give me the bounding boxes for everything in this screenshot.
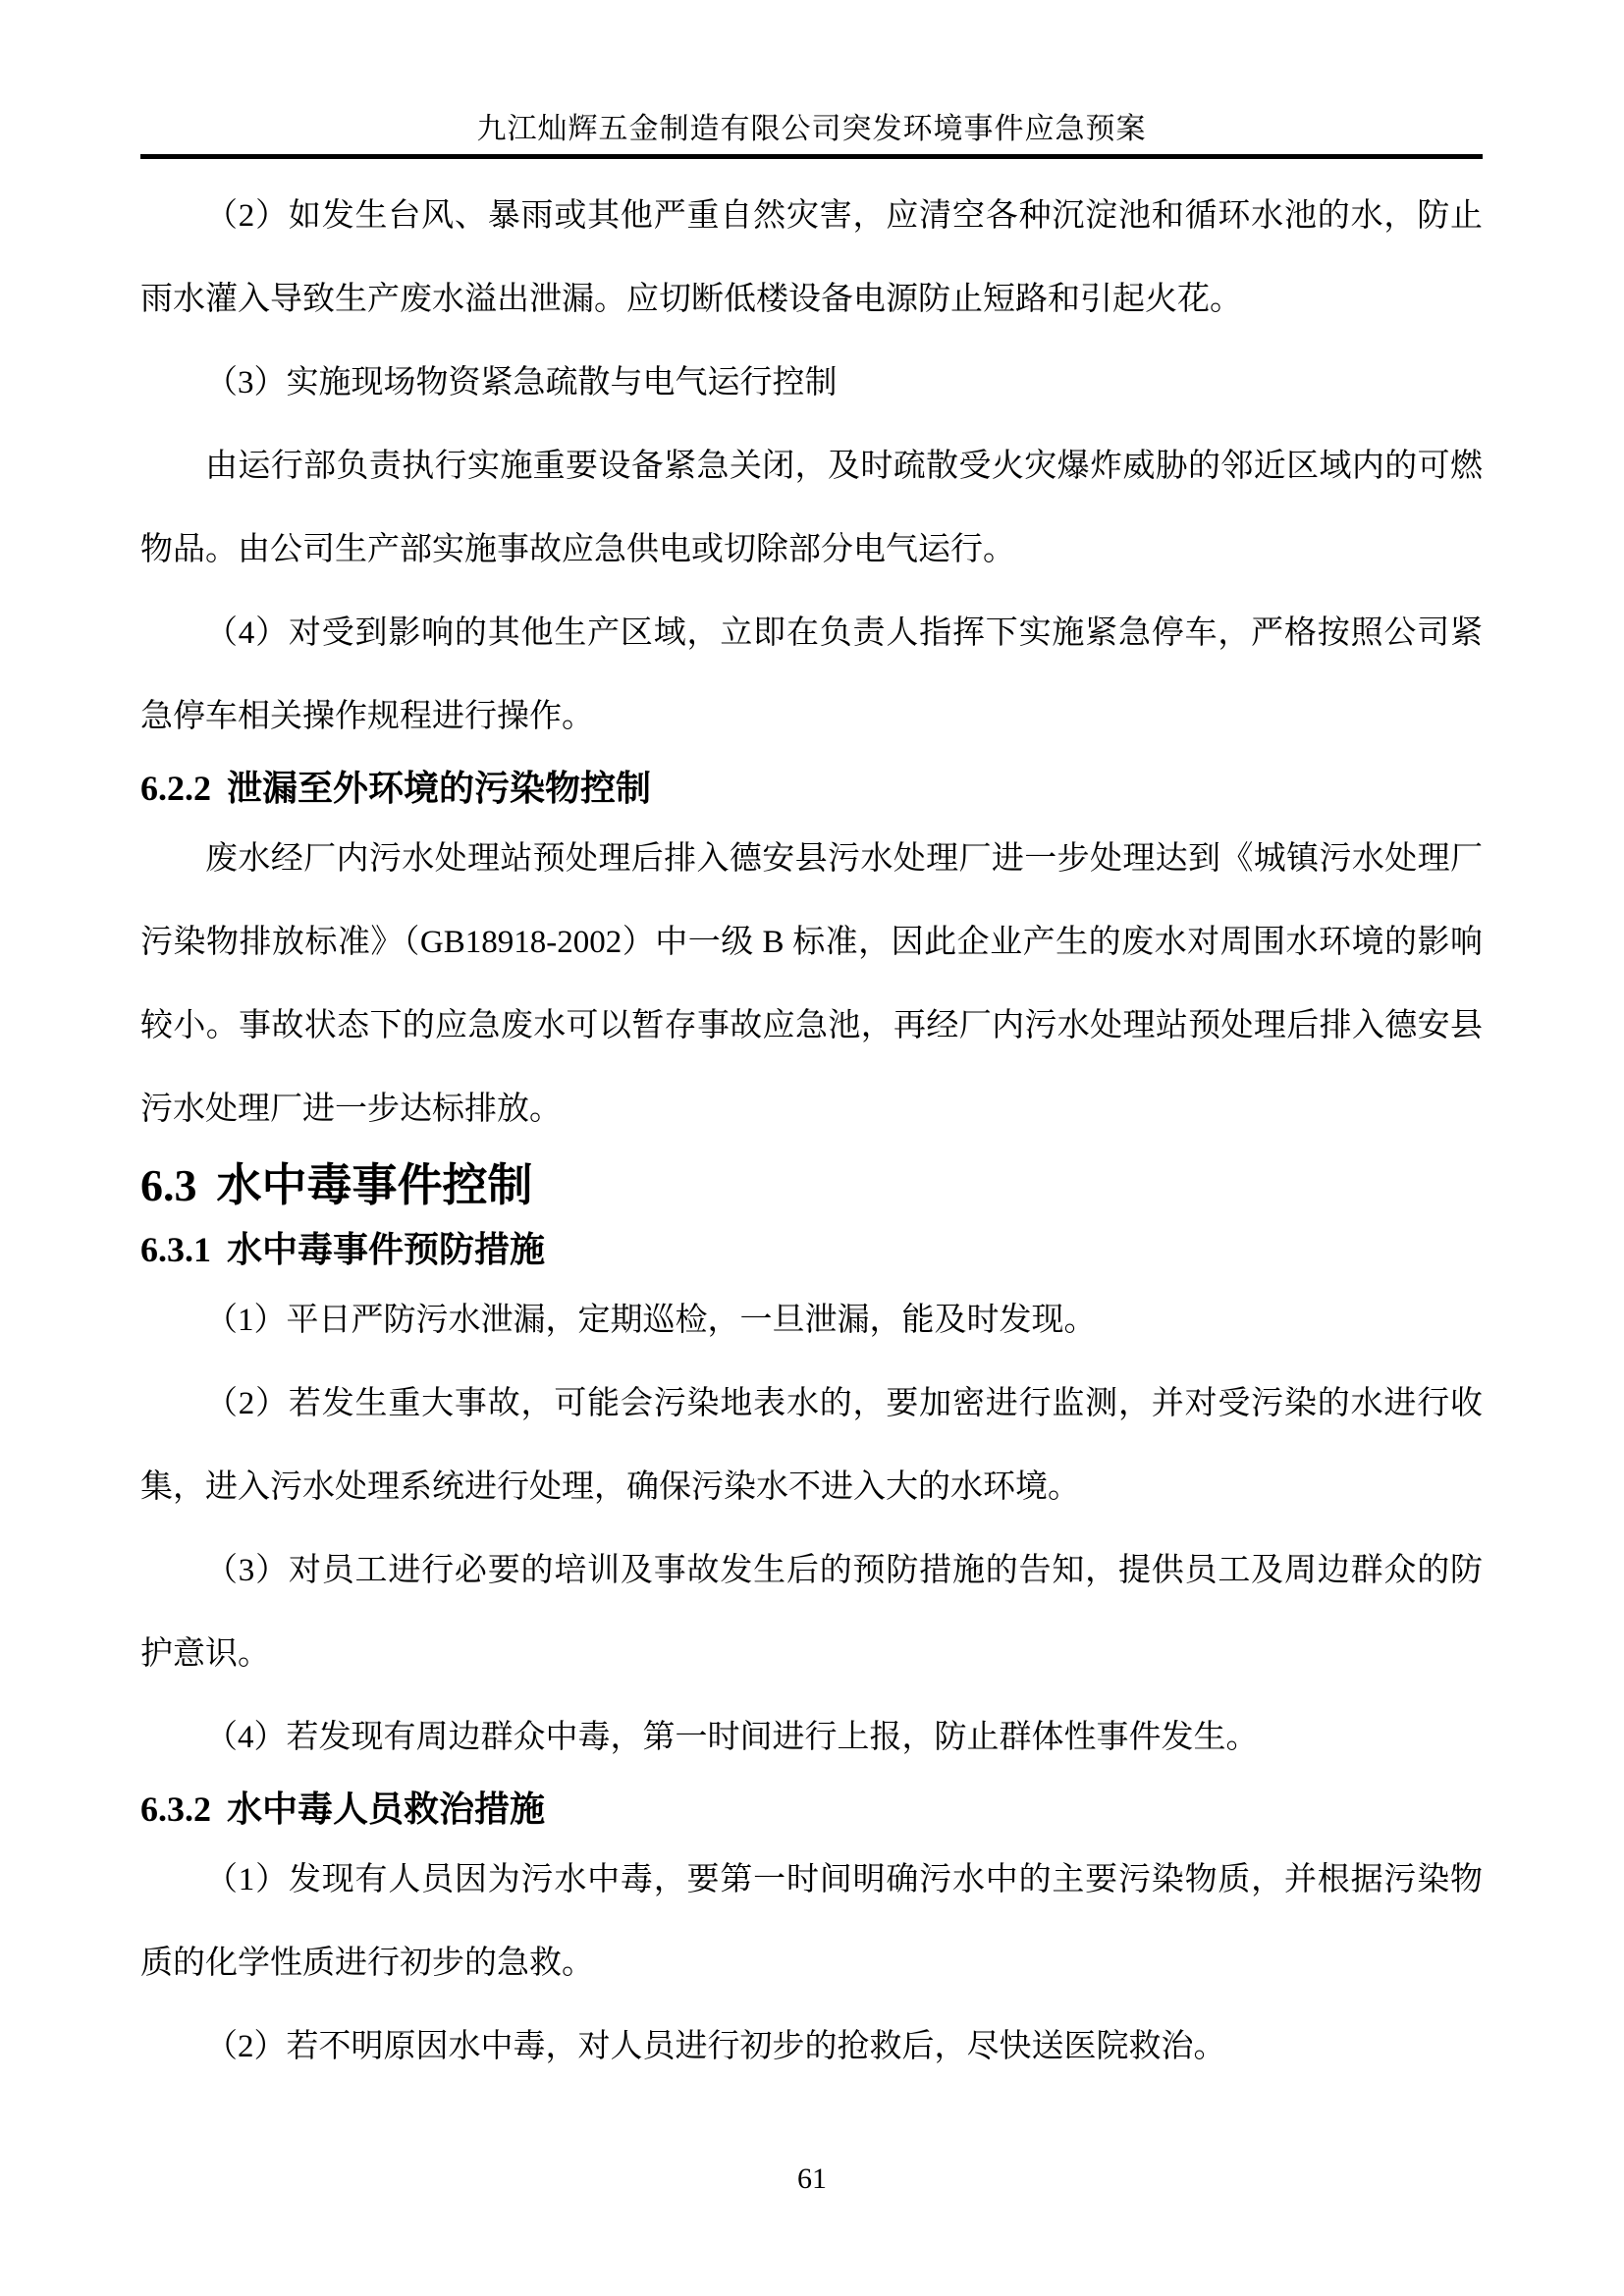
heading-text: 水中毒事件控制 — [216, 1160, 533, 1210]
heading-text: 水中毒人员救治措施 — [227, 1789, 546, 1829]
section-heading-6-2-2 — [140, 759, 1483, 818]
paragraph: （1）发现有人员因为污水中毒，要第一时间明确污水中的主要污染物质，并根据污染物质的化学性质进行初步的急救。 — [140, 1862, 1483, 1981]
document-body — [140, 159, 1483, 2089]
paragraph: （3）对员工进行必要的培训及事故发生后的预防措施的告知，提供员工及周边群众的防护意识。 — [140, 1553, 1483, 1672]
heading-number: 6.3.2 — [140, 1789, 211, 1829]
heading-number: 6.3.1 — [140, 1230, 211, 1269]
paragraph: 废水经厂内污水处理站预处理后排入德安县污水处理厂进一步处理达到《城镇污水处理厂污染物排放标准》（GB18918-2002）中一级 B 标准，因此企业产生的废水对周围水环境的影响较小。事故状态下的应急废水可以暂存事故应急池，再经厂内污水处理站预处理后排入德安县污水处理厂进一步达标排放。 — [140, 841, 1483, 1127]
section-heading-6-3 — [140, 1151, 1483, 1220]
page-number: 61 — [797, 2163, 827, 2195]
page-footer — [0, 2160, 1624, 2199]
header-title: 九江灿辉五金制造有限公司突发环境事件应急预案 — [476, 113, 1147, 145]
section-heading-6-3-2 — [140, 1780, 1483, 1839]
paragraph: 由运行部负责执行实施重要设备紧急关闭，及时疏散受火灾爆炸威胁的邻近区域内的可燃物品。由公司生产部实施事故应急供电或切除部分电气运行。 — [140, 449, 1483, 567]
heading-text: 泄漏至外环境的污染物控制 — [227, 769, 652, 808]
heading-number: 6.2.2 — [140, 769, 211, 808]
heading-number: 6.3 — [140, 1160, 197, 1210]
paragraph: （1）平日严防污水泄漏，定期巡检，一旦泄漏，能及时发现。 — [205, 1303, 1097, 1338]
heading-text: 水中毒事件预防措施 — [227, 1230, 546, 1269]
section-heading-6-3-1 — [140, 1220, 1483, 1279]
paragraph: （3）实施现场物资紧急疏散与电气运行控制 — [205, 365, 838, 400]
paragraph: （2）若发生重大事故，可能会污染地表水的，要加密进行监测，并对受污染的水进行收集，进入污水处理系统进行处理，确保污染水不进入大的水环境。 — [140, 1386, 1483, 1505]
paragraph: （2）若不明原因水中毒，对人员进行初步的抢救后，尽快送医院救治。 — [205, 2029, 1226, 2064]
paragraph: （2）如发生台风、暴雨或其他严重自然灾害，应清空各种沉淀池和循环水池的水，防止雨水灌入导致生产废水溢出泄漏。应切断低楼设备电源防止短路和引起火花。 — [140, 198, 1483, 317]
paragraph: （4）若发现有周边群众中毒，第一时间进行上报，防止群体性事件发生。 — [205, 1720, 1259, 1755]
page-header — [140, 0, 1483, 159]
paragraph: （4）对受到影响的其他生产区域，立即在负责人指挥下实施紧急停车，严格按照公司紧急停车相关操作规程进行操作。 — [140, 615, 1483, 734]
